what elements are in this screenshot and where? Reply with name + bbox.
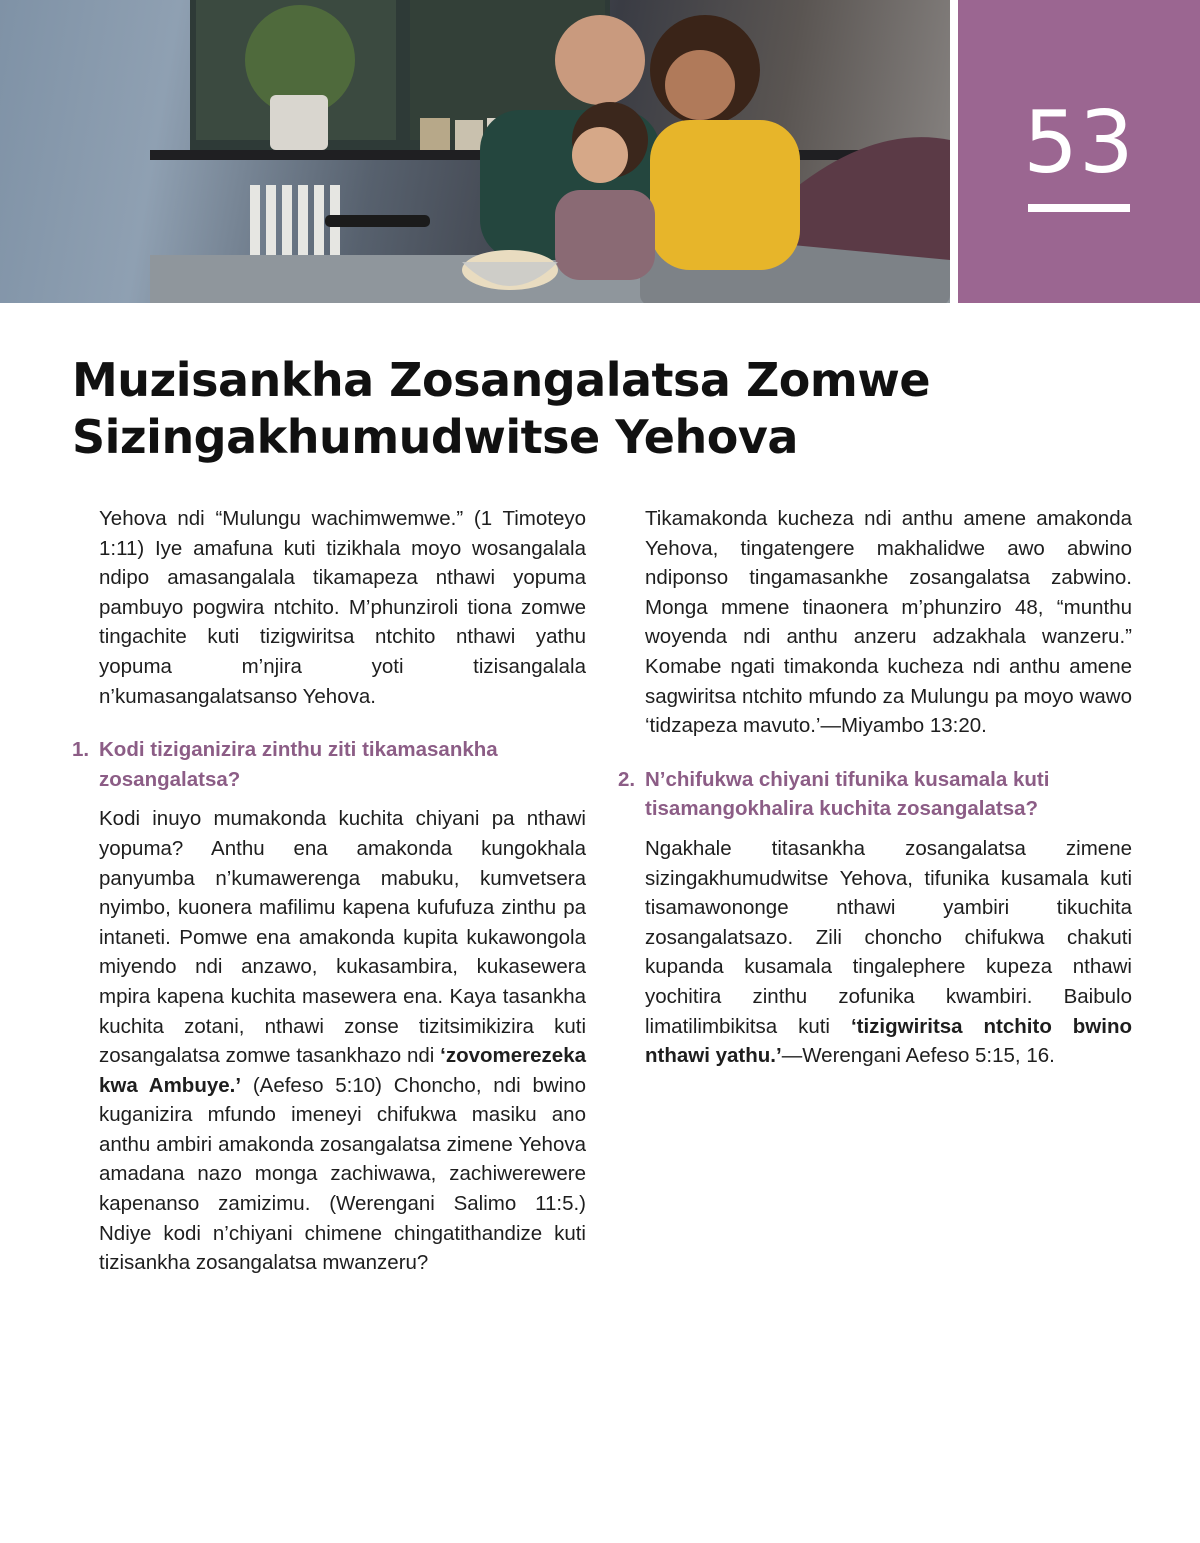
question-1 xyxy=(72,735,586,794)
paragraph-2: Tikamakonda kucheza ndi anthu amene amakonda Yehova, tingatengere makhalidwe awo abwino ndiponso tingamasankhe zosangalatsa zabwino. Monga mmene tinaonera m’phunziro 48, “munthu woyenda ndi anthu anzeru adzakhala wanzeru.” Komabe ngati timakonda kucheza ndi anthu amene sagwiritsa ntchito mfundo za Mulungu pa moyo wawo ‘tidzapeza mavuto.’—Miyambo 13:20. xyxy=(645,507,1132,738)
question-2 xyxy=(618,765,1132,824)
paragraph-3-part-a: Ngakhale titasankha zosangalatsa zimene sizingakhumudwitse Yehova, tifunika kusamala kuti tisamawononge nthawi yambiri tikuchita zosangalatsazo. Zili choncho chifukwa chakuti kupanda kusamala tingalephere kupeza nthawi yochitira zinthu zofunika kwambiri. Baibulo limatilimbikitsa kuti xyxy=(645,836,1132,1038)
right-column xyxy=(618,504,1132,1071)
family-watching-tv-photo-icon xyxy=(0,0,950,303)
paragraph-1-part-a: Kodi inuyo mumakonda kuchita chiyani pa nthawi yopuma? Anthu ena amakonda kungokhala panyumba n’kumawerenga mabuku, kumvetsera nyimbo, kuonera mafilimu kapena kufufuza zinthu pa intaneti. Pomwe ena amakonda kupita kukawongola miyendo ndi anzawo, kukasambira, kukasewera mpira kapena kuchita masewera ena. Kaya tasankha kuchita zotani, nthawi zonse tizitsimikizira kuti zosangalatsa zomwe tasankhazo ndi xyxy=(99,807,586,1068)
page-title xyxy=(72,352,1132,466)
paragraph-1-part-b: (Aefeso 5:10) Choncho, ndi bwino kuganizira mfundo imeneyi chifukwa masiku ano anthu ambiri amakonda zosangalatsa zimene Yehova amadana nazo monga zachiwawa, zachiwerewere kapenanso zamizimu. (Werengani Salimo 11:5.) Ndiye kodi n’chiyani chimene chingatithandize kuti tizisankha zosangalatsa mwanzeru? xyxy=(99,1073,587,1275)
paragraph-1-bold: ‘zovomerezeka kwa Ambuye.’ xyxy=(99,1044,586,1097)
intro-paragraph: Yehova ndi “Mulungu wachimwemwe.” (1 Timoteyo 1:11) Iye amafuna kuti tizikhala moyo wosangalala ndipo amasangalala tikamapeza nthawi yopuma pambuyo pogwira ntchito. M’phunziroli tiona zomwe tingachite kuti tizigwiritsa ntchito nthawi yathu yopuma m’njira yoti tizisangalala n’kumasangalatsanso Yehova. xyxy=(99,507,586,708)
left-column xyxy=(72,504,586,1278)
header-photo xyxy=(0,0,950,303)
title-line-1: Muzisankha Zosangalatsa Zomwe xyxy=(72,353,931,407)
paragraph-3 xyxy=(645,834,1132,1071)
title-line-2: Sizingakhumudwitse Yehova xyxy=(72,410,798,464)
question-1-text: Kodi tiziganizira zinthu ziti tikamasankha zosangalatsa? xyxy=(99,738,498,791)
chapter-badge xyxy=(958,0,1200,303)
paragraph-3-part-b: —Werengani Aefeso 5:15, 16. xyxy=(781,1044,1055,1068)
question-1-number: 1. xyxy=(72,738,90,762)
paragraph-1 xyxy=(99,804,586,1278)
question-2-text: N’chifukwa chiyani tifunika kusamala kuti tisamangokhalira kuchita zosangalatsa? xyxy=(645,767,1050,821)
chapter-underline xyxy=(1028,204,1130,212)
question-2-number: 2. xyxy=(618,767,636,791)
paragraph-3-bold: ‘tizigwiritsa ntchito bwino nthawi yathu.’ xyxy=(645,1014,1132,1068)
chapter-number: 53 xyxy=(1023,93,1135,193)
